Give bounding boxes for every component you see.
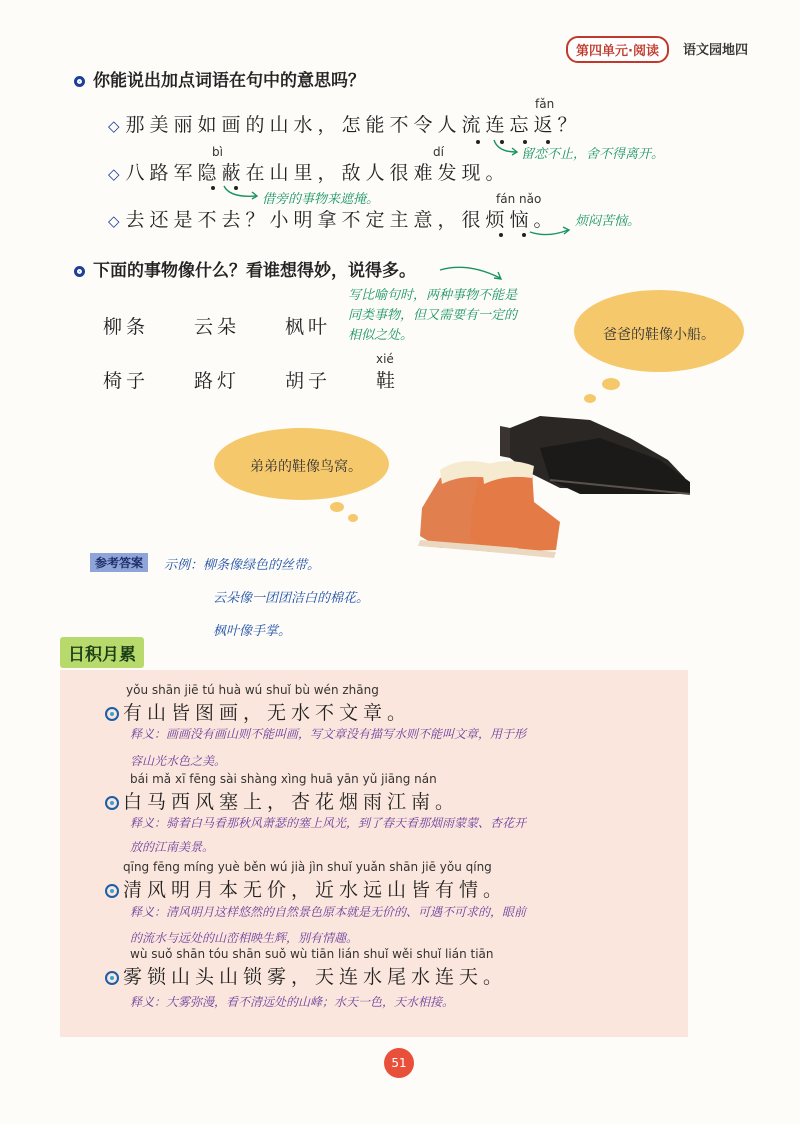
pinyin-fan: fǎn — [535, 97, 555, 111]
arrow-icon — [438, 262, 508, 284]
diamond-bullet-icon: ◇ — [108, 165, 120, 183]
poem-line — [105, 962, 507, 989]
bubble-text-right: 爸爸的鞋像小船。 — [603, 327, 715, 343]
poem-text: 清风明月本无价，近水远山皆有情。 — [123, 879, 508, 901]
poem-explanation: 释义：骑着白马看那秋风萧瑟的塞上风光，到了春天看那烟雨蒙蒙、杏花开 — [130, 816, 527, 830]
poem-explanation: 释义：画画没有画山则不能叫画，写文章没有描写水则不能叫文章，用于形 — [130, 727, 527, 741]
word-yunduo: 云朵 — [194, 316, 241, 338]
circle-bullet-icon — [105, 884, 119, 898]
shoes-illustration — [400, 398, 710, 558]
diamond-bullet-icon: ◇ — [108, 117, 120, 135]
emphasis-dot — [476, 140, 480, 144]
circle-bullet-icon — [105, 707, 119, 721]
heading-text: 下面的事物像什么？看谁想得妙，说得多。 — [93, 261, 416, 281]
diamond-bullet-icon: ◇ — [108, 212, 120, 230]
note-line: 相似之处。 — [348, 328, 414, 343]
circle-bullet-icon — [105, 796, 119, 810]
word-huzi: 胡子 — [285, 370, 332, 392]
word-liutiao: 柳条 — [103, 316, 150, 338]
note-2: 借旁的事物来遮掩。 — [262, 192, 380, 207]
bubble-text-left: 弟弟的鞋像鸟窝。 — [250, 459, 362, 475]
note-line: 写比喻句时，两种事物不能是 — [348, 288, 518, 303]
note-1: 留恋不止，舍不得离开。 — [521, 147, 665, 162]
question-heading-2 — [74, 256, 416, 281]
sentence-3 — [108, 205, 558, 232]
answer-line-2: 云朵像一团团洁白的棉花。 — [213, 591, 370, 606]
bubble-dot — [330, 502, 344, 512]
poem-explanation: 放的江南美景。 — [130, 840, 215, 854]
note-3: 烦闷苦恼。 — [575, 214, 641, 229]
answer-tag: 参考答案 — [90, 553, 148, 572]
poem-pinyin: bái mǎ xī fēng sài shàng xìng huā yān yǔ jiāng nán — [130, 772, 437, 786]
arrow-icon — [528, 222, 574, 240]
poem-explanation: 的流水与远处的山峦相映生辉，别有情趣。 — [130, 931, 359, 945]
section-title: 语文园地四 — [683, 43, 749, 58]
poem-text: 有山皆图画，无水不文章。 — [123, 702, 412, 724]
circle-bullet-icon — [105, 971, 119, 985]
poem-line — [105, 698, 411, 725]
pinyin-fannao: fán nǎo — [496, 192, 542, 206]
simile-note — [348, 286, 517, 346]
page-number: 51 — [384, 1048, 414, 1078]
sentence-1 — [108, 110, 582, 137]
accumulation-title: 日积月累 — [60, 637, 144, 668]
poem-pinyin: qīng fēng míng yuè běn wú jià jìn shuǐ yuǎn shān jiē yǒu qíng — [123, 860, 492, 874]
arrow-icon — [492, 138, 522, 158]
poem-explanation: 释义：大雾弥漫，看不清远处的山峰；水天一色，天水相接。 — [130, 995, 455, 1009]
sentence-2 — [108, 158, 510, 185]
word-fengye: 枫叶 — [285, 316, 332, 338]
poem-pinyin: yǒu shān jiē tú huà wú shuǐ bù wén zhāng — [126, 683, 379, 697]
poem-text: 白马西风塞上，杏花烟雨江南。 — [123, 791, 460, 813]
word-xie: 鞋 — [376, 370, 400, 392]
pinyin-bi: bì — [212, 145, 223, 159]
poem-explanation: 容山光水色之美。 — [130, 754, 227, 768]
pinyin-di: dí — [433, 145, 444, 159]
answer-line-3: 枫叶像手掌。 — [213, 624, 292, 639]
bubble-dot — [348, 514, 358, 522]
sentence-2-text: 八路军隐蔽在山里，敌人很难发现。 — [125, 162, 510, 184]
sentence-3-text: 去还是不去？小明拿不定主意，很烦恼。 — [125, 209, 558, 231]
poem-explanation: 释义：清风明月这样悠然的自然景色原本就是无价的、可遇不可求的，眼前 — [130, 905, 527, 919]
pinyin-xie: xié — [376, 352, 394, 366]
circle-bullet-icon — [74, 76, 85, 87]
emphasis-dot — [499, 233, 503, 237]
poem-pinyin: wù suǒ shān tóu shān suǒ wù tiān lián shuǐ wěi shuǐ lián tiān — [130, 947, 494, 961]
bubble-dot — [602, 378, 620, 390]
arrow-icon — [222, 184, 262, 204]
word-yizi: 椅子 — [103, 370, 150, 392]
emphasis-dot — [211, 186, 215, 190]
poem-text: 雾锁山头山锁雾，天连水尾水连天。 — [123, 966, 508, 988]
poem-line — [105, 787, 459, 814]
question-heading-1 — [74, 66, 365, 91]
sentence-1-text: 那美丽如画的山水，怎能不令人流连忘返？ — [125, 114, 582, 136]
answer-line-1: 示例：柳条像绿色的丝带。 — [164, 558, 321, 573]
word-ludeng: 路灯 — [194, 370, 241, 392]
poem-line — [105, 875, 507, 902]
emphasis-dot — [522, 233, 526, 237]
heading-text: 你能说出加点词语在句中的意思吗？ — [93, 71, 365, 91]
unit-tag: 第四单元·阅读 — [566, 36, 669, 63]
circle-bullet-icon — [74, 266, 85, 277]
note-line: 同类事物，但又需要有一定的 — [348, 308, 518, 323]
